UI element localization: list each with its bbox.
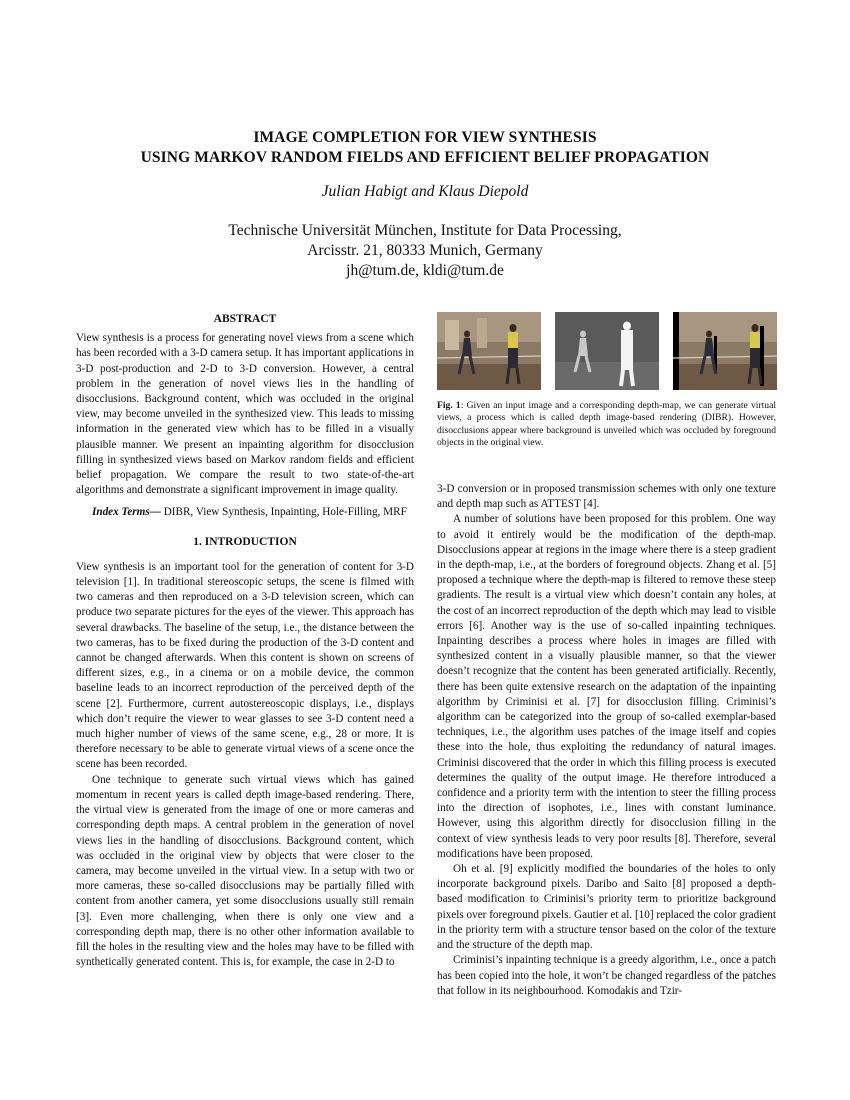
authors: Julian Habigt and Klaus Diepold: [321, 183, 529, 200]
right-column: [437, 482, 776, 999]
virtual-view-image: [673, 312, 777, 390]
index-terms-label: Index Terms—: [92, 506, 161, 519]
intro-paragraph-1: View synthesis is an important tool for the generation of content for 3-D television [1]. In traditional stereoscopic setups, the scene is filmed with two cameras and then reproduced on a 3-D television screen, which can produce two separate pictures for the eyes of the viewer. This approach has several drawbacks. The baseline of the setup, i.e., the distance between the two cameras, has to be fixed during the production of the 3-D content and cannot be changed afterwards. When this content is shown on screens of different sizes, e.g., in a cinema or on a mobile device, the common baseline leads to an incorrect reproduction of the perceived depth of the scene [2]. Furthermore, current autostereoscopic displays, i.e., displays which don’t require the viewer to wear glasses to see 3-D content need a much higher number of views of the same scene, e.g., 28 or more. It is therefore necessary to be able to generate virtual views of a scene once the scene has been recorded.: [76, 560, 414, 771]
input-image: [437, 312, 541, 390]
affiliation-line-2: Arcisstr. 21, 80333 Munich, Germany: [307, 242, 543, 259]
right-paragraph-4: Criminisi’s inpainting technique is a greedy algorithm, i.e., once a patch has been copied into the hole, it won’t be changed regardless of the patches that follow in its neighbourhood. Komodakis and Tzir-: [437, 954, 776, 997]
introduction-heading: 1. INTRODUCTION: [193, 535, 297, 548]
affiliation-line-1: Technische Universität München, Institute for Data Processing,: [228, 222, 622, 239]
depth-map-image: [555, 312, 659, 390]
figure-1-images: [437, 312, 776, 392]
index-terms: [76, 505, 414, 520]
right-paragraph-1: 3-D conversion or in proposed transmission schemes with only one texture and depth map such as ATTEST [4].: [437, 483, 776, 511]
index-terms-text: DIBR, View Synthesis, Inpainting, Hole-Filling, MRF: [163, 506, 407, 519]
paper-title: [0, 128, 850, 168]
figure-caption-text: : Given an input image and a corresponding depth-map, we can generate virtual views, a process which is called depth image-based rendering (DIBR). However, disocclusions appear where background is unveiled which was occluded by foreground objects in the original view.: [437, 400, 776, 449]
left-column: [76, 312, 414, 970]
affiliation-emails: jh@tum.de, kldi@tum.de: [346, 262, 504, 279]
abstract-heading: ABSTRACT: [213, 313, 277, 325]
affiliation: [0, 221, 850, 281]
abstract-text: View synthesis is a process for generating novel views from a scene which has been recorded with a 3-D camera setup. It has important applications in 3-D post-production and 2-D to 3-D conversion. However, a central problem in the generation of novel views lies in the handling of disocclusions. Background content, which was occluded in the original view, may become unveiled in the synthesized view. This leads to missing information in the generated view which has to be filled in a visually plausible manner. We present an inpainting algorithm for disocclusion filling in synthesized views based on Markov random fields and efficient belief propagation. We compare the result to two state-of-the-art algorithms and demonstrate a significant improvement in image quality.: [76, 332, 414, 497]
right-paragraph-2: A number of solutions have been proposed for this problem. One way to avoid it entirely would be the modification of the depth-map. Disocclusions appear at regions in the image where there is a steep gradient in the depth-map, i.e., at the borders of foreground objects. Zhang et al. [5] proposed a technique where the depth-map is filtered to remove these steep gradients. The result is a virtual view which doesn’t contain any holes, at the cost of an incorrect reproduction of the depth which may lead to visible errors [6]. Another way is the use of so-called inpainting techniques. Inpainting describes a process where holes in images are filled with synthesized content in a visually plausible manner, so that the viewer doesn’t recognize that the content has been generated artificially. Recently, there has been quite extensive research on the adaptation of the inpainting algorithm by Criminisi et al. [7] for disocclusion filling. Criminisi’s algorithm can be categorized into the group of so-called exemplar-based techniques, i.e., the algorithm uses patches of the image itself and copies these into the hole, thus exploiting the redundancy of natural images. Criminisi discovered that the order in which this filling process is executed determines the quality of the output image. He therefore introduced a confidence and a priority term with the intention to steer the filling process into the direction of isophotes, i.e., lines with constant luminance. However, using this algorithm directly for disocclusion filling in the context of view synthesis leads to very poor results [8]. Therefore, several modifications have been proposed.: [437, 513, 776, 860]
title-line-1: IMAGE COMPLETION FOR VIEW SYNTHESIS: [253, 129, 597, 146]
title-line-2: USING MARKOV RANDOM FIELDS AND EFFICIENT BELIEF PROPAGATION: [140, 149, 710, 166]
intro-paragraph-2: One technique to generate such virtual views which has gained momentum in recent years is called depth image-based rendering. There, the virtual view is generated from the image of one or more cameras and corresponding depth maps. A central problem in the generation of novel views lies in the handling of disocclusions. Background content, which was occluded in the original view by objects that were closer to the camera, may become unveiled in the virtual view. In a setup with two or more cameras, these so-called disocclusions may be partially filled with content from another camera, yet some disocclusions usually still remain [3]. Even more challenging, when there is only one view and a corresponding depth map, there is no other other information available to fill the holes in the resulting view and the holes may have to be filled with synthetically generated content. This is, for example, the case in 2-D to: [76, 773, 414, 969]
figure-1-caption: [437, 400, 776, 450]
right-paragraph-3: Oh et al. [9] explicitly modified the boundaries of the holes to only incorporate background pixels. Daribo and Saito [8] proposed a depth-based modification to Criminisi’s priority term to prioritize background pixels over foreground pixels. Gautier et al. [10] replaced the color gradient in the priority term with a structure tensor based on the color of the texture and the structure of the depth map.: [437, 863, 776, 952]
figure-label: Fig. 1: [437, 400, 461, 411]
